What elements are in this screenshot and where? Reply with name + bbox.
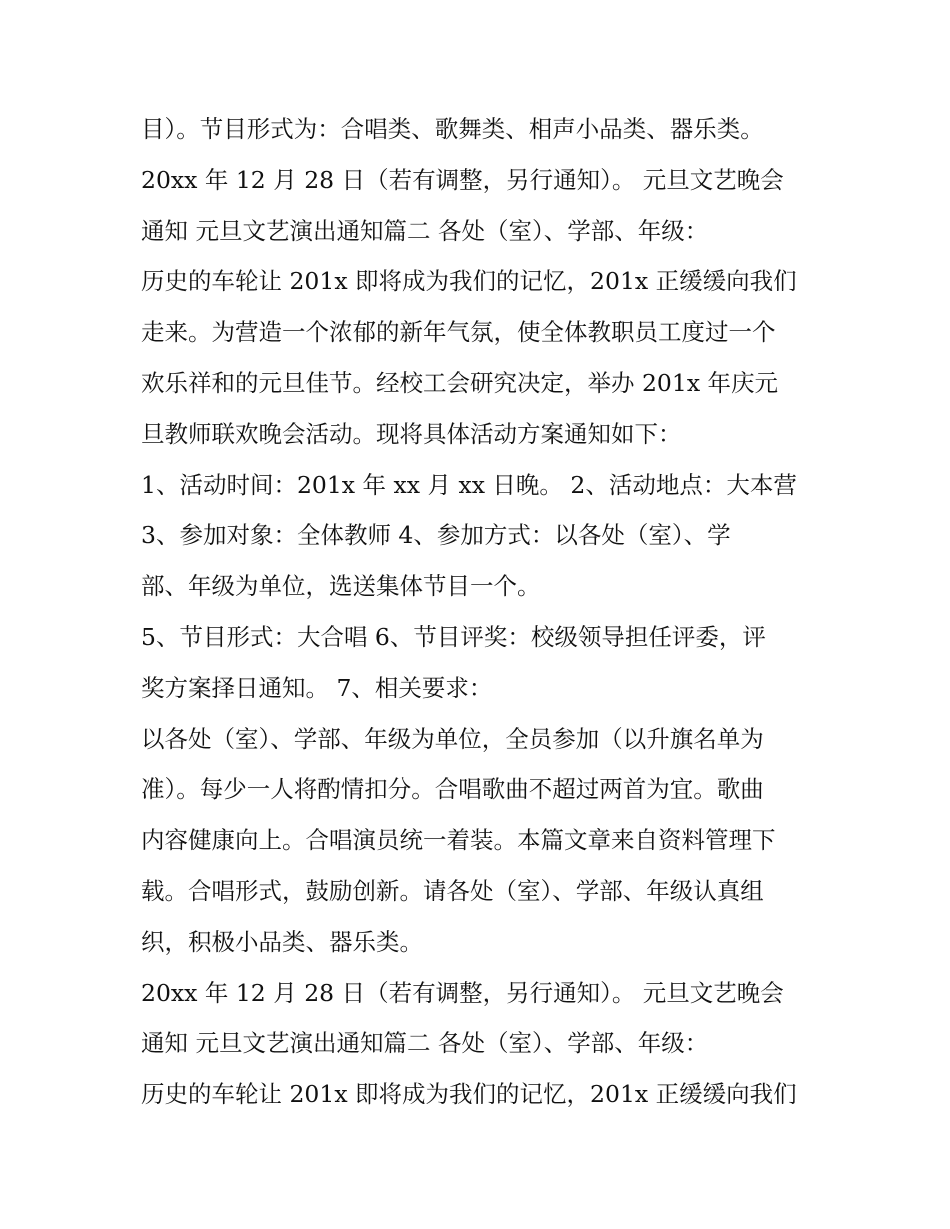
text-line: 奖方案择日通知。 7、相关要求： bbox=[141, 673, 493, 702]
text-line: 通知 元旦文艺演出通知篇二 各处（室）、学部、年级： bbox=[141, 1029, 709, 1058]
text-line: 部、年级为单位，选送集体节目一个。 bbox=[141, 572, 541, 601]
text-line: 历史的车轮让 201x 即将成为我们的记忆，201x 正缓缓向我们 bbox=[141, 1080, 797, 1109]
text-line: 历史的车轮让 201x 即将成为我们的记忆，201x 正缓缓向我们 bbox=[141, 267, 797, 296]
text-line: 1、活动时间：201x 年 xx 月 xx 日晚。 2、活动地点：大本营 bbox=[141, 470, 797, 499]
text-line: 20xx 年 12 月 28 日（若有调整，另行通知）。 元旦文艺晚会 bbox=[141, 165, 784, 194]
text-line: 以各处（室）、学部、年级为单位，全员参加（以升旗名单为 bbox=[141, 724, 764, 753]
text-line: 载。合唱形式，鼓励创新。请各处（室）、学部、年级认真组 bbox=[141, 876, 764, 905]
text-line: 走来。为营造一个浓郁的新年气氛，使全体教职员工度过一个 bbox=[141, 318, 776, 347]
body-text bbox=[141, 104, 831, 1120]
text-line: 3、参加对象：全体教师 4、参加方式：以各处（室）、学 bbox=[141, 521, 731, 550]
text-line: 目）。节目形式为：合唱类、歌舞类、相声小品类、器乐类。 bbox=[141, 115, 764, 143]
text-line: 准）。每少一人将酌情扣分。合唱歌曲不超过两首为宜。歌曲 bbox=[141, 775, 764, 804]
text-line: 5、节目形式：大合唱 6、节目评奖：校级领导担任评委，评 bbox=[141, 622, 766, 651]
text-line: 内容健康向上。合唱演员统一着装。本篇文章来自资料管理下 bbox=[141, 826, 776, 855]
text-line: 20xx 年 12 月 28 日（若有调整，另行通知）。 元旦文艺晚会 bbox=[141, 978, 784, 1007]
text-line: 旦教师联欢晚会活动。现将具体活动方案通知如下： bbox=[141, 419, 682, 448]
text-line: 欢乐祥和的元旦佳节。经校工会研究决定，举办 201x 年庆元 bbox=[141, 368, 779, 397]
text-line: 通知 元旦文艺演出通知篇二 各处（室）、学部、年级： bbox=[141, 216, 709, 245]
text-line: 织，积极小品类、器乐类。 bbox=[141, 927, 423, 956]
